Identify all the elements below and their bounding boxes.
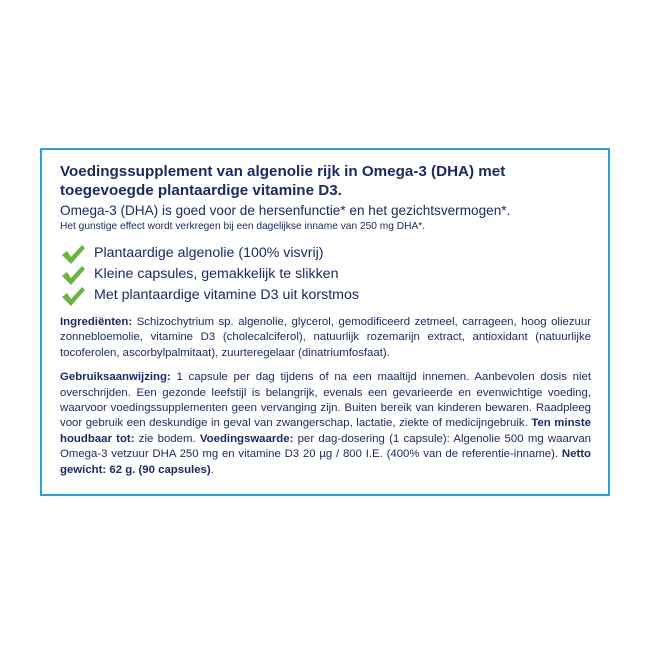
net-weight-label: Netto gewicht: 62 g. (90 capsules) xyxy=(60,448,591,476)
usage-text: 1 capsule per dag tijdens of na een maaltijd innemen. Aanbevolen dosis niet overschrijden. Een gezonde leefstijl is belangrijk, evenals een gevarieerde en evenwichtige voeding, waarvoor voedingssupplementen geen vervanging zijn. Buiten bereik van kinderen bewaren. Raadpleeg voor gebruik een deskundige in geval van zwangerschap, lactatie, ziekte of medicijngebruik. xyxy=(60,371,591,430)
ingredients-label: Ingrediënten: xyxy=(60,316,133,328)
shelf-life-text: zie bodem. xyxy=(134,432,196,445)
headline-line-1: Voedingssupplement van algenolie rijk in Omega-3 (DHA) met xyxy=(60,163,506,180)
net-weight-end: . xyxy=(210,463,214,476)
checkmark-icon xyxy=(60,285,86,307)
checkmark-icon xyxy=(60,243,86,265)
ingredients-paragraph xyxy=(60,315,591,361)
benefit-item xyxy=(60,243,591,264)
nutrition-text: per dag-dosering (1 capsule): Algenolie 500 mg waarvan Omega-3 vetzuur DHA 250 mg en vitamine D3 20 µg / 800 I.E. (400% van de referentie-inname). xyxy=(60,432,591,461)
benefit-item xyxy=(60,285,591,306)
checkmark-icon xyxy=(60,264,86,286)
usage-paragraph xyxy=(60,370,591,478)
benefit-item xyxy=(60,264,591,285)
benefit-text: Met plantaardige vitamine D3 uit korstmos xyxy=(94,287,359,303)
benefit-text: Plantaardige algenolie (100% visvrij) xyxy=(94,245,324,261)
nutrition-label: Voedingswaarde: xyxy=(195,432,294,445)
supplement-label-panel xyxy=(40,148,610,496)
health-claim: Omega-3 (DHA) is goed voor de hersenfunctie* en het gezichtsvermogen*. xyxy=(60,203,511,218)
shelf-life-label: Ten minste houdbaar tot: xyxy=(60,417,591,445)
benefit-text: Kleine capsules, gemakkelijk te slikken xyxy=(94,266,339,282)
usage-label: Gebruiksaanwijzing: xyxy=(60,371,171,384)
label-headline xyxy=(60,162,591,200)
headline-line-2: toegevoegde plantaardige vitamine D3. xyxy=(60,182,342,199)
health-claim-note: Het gunstige effect wordt verkregen bij een dagelijkse inname van 250 mg DHA*. xyxy=(60,221,426,232)
ingredients-text: Schizochytrium sp. algenolie, glycerol, gemodificeerd zetmeel, carrageen, hoog oliezuur zonnebloemolie, vitamine D3 (cholecalciferol), natuurlijk rozemarijn extract, antioxidant (natuurlijke tocoferolen, ascorbylpalmitaat), zuurteregelaar (dinatriumfosfaat). xyxy=(60,316,591,359)
benefit-list xyxy=(60,243,591,306)
